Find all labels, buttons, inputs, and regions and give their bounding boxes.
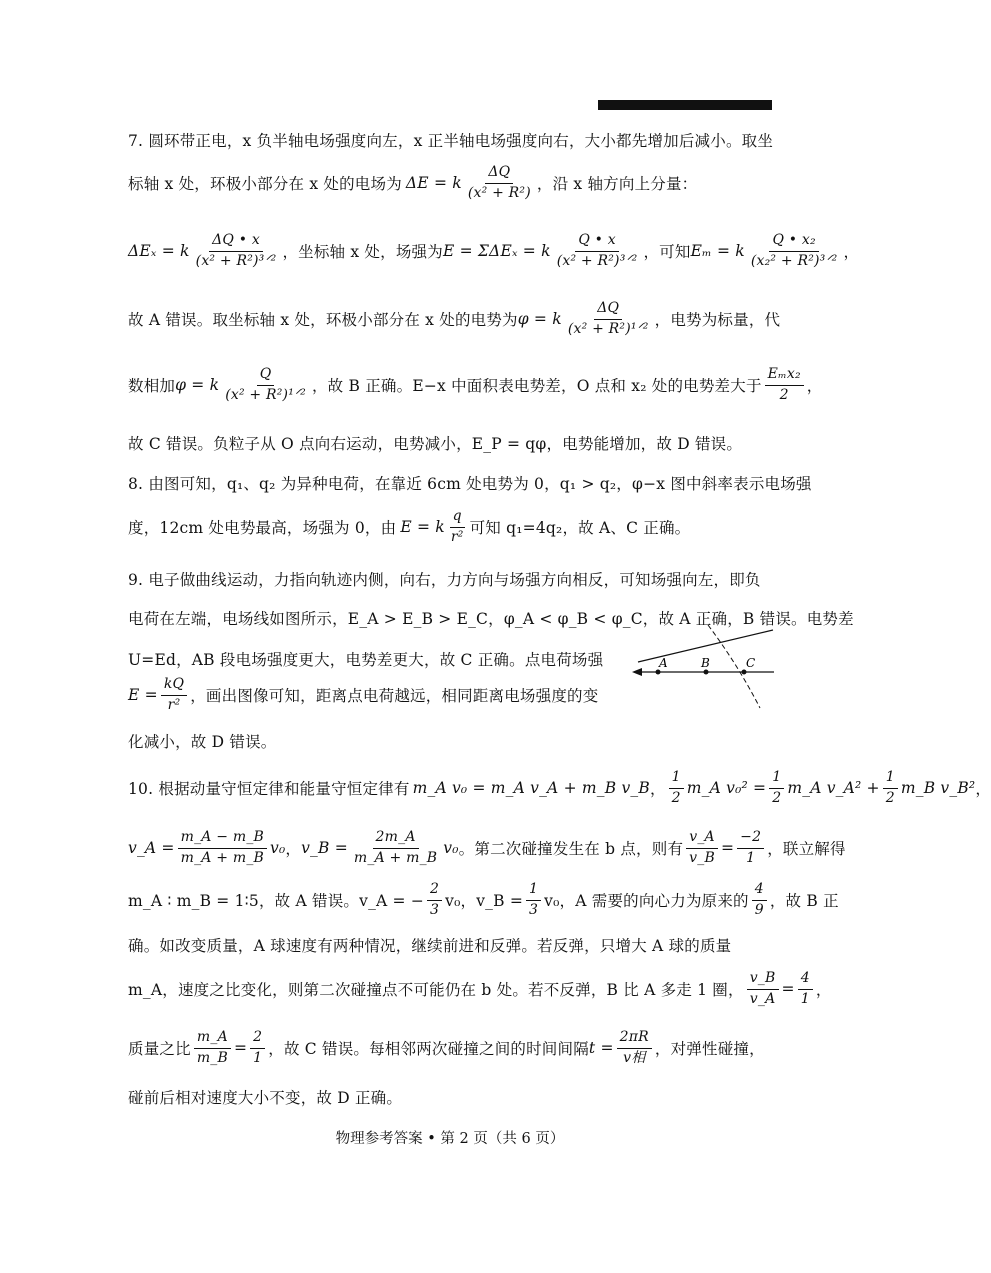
q10-line-3: m_A ∶ m_B = 1∶5，故 A 错误。v_A = − $\frac{2}{3}$ v₀，v_B = $\frac{1}{3}$ v₀，A 需要的向心力为原来的 4 9 ，故 B 正 (128, 881, 839, 918)
q10-line-6: 质量之比 $\frac{m\_A}{m\_B}$ = $\frac{2}{1}$ ，故 C 错误。每相邻两次碰撞之间的时间间隔 t = 2πR v相 ，对弹性碰撞， (128, 1029, 765, 1066)
field-line-figure (628, 620, 778, 710)
q10-line-1: 10. 根据动量守恒定律和能量守恒定律有 m_A v₀ = m_A v_A + m_B v_B ， 1 2 m_A v₀² = $\frac{1}{2}$ m_A v_A² + $\frac{1}{2}$ m_B v_B² ， (128, 769, 991, 806)
q9-line-2: 电荷在左端，电场线如图所示，E_A > E_B > E_C，φ_A < φ_B < φ_C，故 A 正确，B 错误。电势差 (128, 610, 854, 628)
point-a (656, 670, 661, 675)
label-c: C (746, 656, 756, 670)
page-footer: 物理参考答案 • 第 2 页（共 6 页） (335, 1131, 565, 1147)
field-arrow-icon (632, 668, 642, 676)
q9-line-3: U=Ed，AB 段电场强度更大，电势差更大，故 C 正确。点电荷场强 (128, 651, 604, 669)
q10-line-5: m_A，速度之比变化，则第二次碰撞点不可能仍在 b 处。若不反弹，B 比 A 多走 1 圈， $\frac{v\_B}{v\_A}$ = $\frac{4}{1}$ ， (128, 970, 832, 1007)
q7-fraction-dE: ΔQ (x² + R²) (467, 164, 531, 201)
label-b: B (701, 656, 710, 670)
q7-line-2: 标轴 x 处，环极小部分在 x 处的电场为 ΔE = k ΔQ (x² + R²) ，沿 x 轴方向上分量： (128, 164, 698, 201)
point-b (704, 670, 709, 675)
q10-line-7: 碰前后相对速度大小不变，故 D 正确。 (128, 1089, 403, 1107)
q9-line-4: E = $\frac{kQ}{\text{r²}}$ ，画出图像可知，距离点电荷越远，相同距离电场强度的变 (128, 676, 599, 713)
q8-line-1: 8. 由图可知，q₁、q₂ 为异种电荷，在靠近 6cm 处电势为 0，q₁ > q₂，φ−x 图中斜率表示电场强 (128, 475, 812, 493)
q8-line-2: 度，12cm 处电势最高，场强为 0，由 E = k q r² 可知 q₁=4q₂，故 A、C 正确。 (128, 508, 691, 545)
q7-line-4: 故 A 错误。取坐标轴 x 处，环极小部分在 x 处的电势为 φ = k ΔQ (x² + R²)¹ᐟ² ，电势为标量，代 (128, 300, 781, 337)
q10-line-4: 确。如改变质量，A 球速度有两种情况，继续前进和反弹。若反弹，只增大 A 球的质量 (128, 937, 732, 955)
label-a: A (659, 656, 668, 670)
q7-line-1: 7. 圆环带正电，x 负半轴电场强度向左，x 正半轴电场强度向右，大小都先增加后减小。取坐 (128, 132, 774, 150)
q7-line-5: 数相加 φ = k Q (x² + R²)¹ᐟ² ，故 B 正确。E−x 中面积表电势差，O 点和 x₂ 处的电势差大于 Eₘx₂ 2 ， (128, 366, 823, 403)
q7-line-3: ΔEₓ = k ΔQ • x (x² + R²)³ᐟ² ，坐标轴 x 处，场强为 E = ΣΔEₓ = k Q • x (x² + R²)³ᐟ² ，可知 Eₘ = k Q • x₂ (x₂² + R²)³ᐟ² ， (128, 232, 860, 269)
q10-line-2: v_A = $\frac{m\_A - m\_B}{m\_A + m\_B}$ v₀ ， v_B = $\frac{2m\_A}{m\_A + m\_B}$ v₀ 。第二次碰撞发生在 b 点，则有 $\frac{v\_A}{v\_B}$ = $\frac{-2}{1}$ ，联立解得 (128, 829, 846, 866)
q7-line-6: 故 C 错误。负粒子从 O 点向右运动，电势减小，E_P = qφ，电势能增加，故 D 错误。 (128, 435, 743, 453)
q9-line-1: 9. 电子做曲线运动，力指向轨迹内侧，向右，力方向与场强方向相反，可知场强向左，即负 (128, 571, 761, 589)
q9-line-5: 化减小，故 D 错误。 (128, 733, 277, 751)
point-c (742, 670, 747, 675)
header-bar (598, 100, 772, 110)
